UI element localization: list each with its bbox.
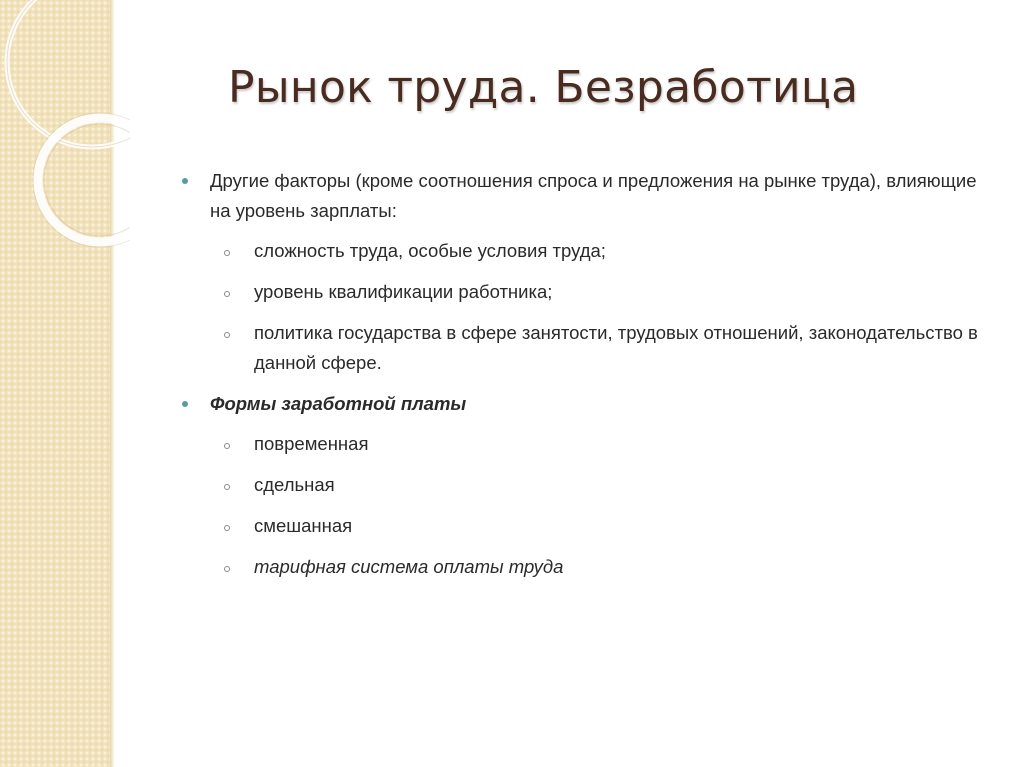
bullet-text: Другие факторы (кроме соотношения спроса и предложения на рынке труда), влияющие на уровень зарплаты: xyxy=(210,170,977,221)
sub-bullet-text: сдельная xyxy=(254,474,335,495)
sub-bullet-circle-icon xyxy=(224,291,230,297)
sub-bullet-item xyxy=(180,429,980,459)
sub-bullet-item xyxy=(180,277,980,307)
slide-content xyxy=(180,166,980,593)
sub-bullet-item xyxy=(180,511,980,541)
bullet-item xyxy=(180,389,980,419)
bullet-dot-icon xyxy=(182,178,188,184)
sub-bullet-circle-icon xyxy=(224,443,230,449)
sub-bullet-item xyxy=(180,318,980,378)
bullet-dot-icon xyxy=(182,401,188,407)
sub-bullet-text: смешанная xyxy=(254,515,353,536)
sub-bullet-text: тарифная система оплаты труда xyxy=(254,556,564,577)
sub-bullet-text: повременная xyxy=(254,433,369,454)
sub-bullet-text: политика государства в сфере занятости, трудовых отношений, законодательство в данной сфере. xyxy=(254,322,978,373)
slide-title: Рынок труда. Безработица xyxy=(228,62,859,113)
sub-bullet-text: уровень квалификации работника; xyxy=(254,281,553,302)
sub-bullet-circle-icon xyxy=(224,566,230,572)
sub-bullet-circle-icon xyxy=(224,484,230,490)
sub-bullet-text: сложность труда, особые условия труда; xyxy=(254,240,606,261)
sub-bullet-item xyxy=(180,236,980,266)
sub-bullet-item xyxy=(180,552,980,582)
sub-bullet-circle-icon xyxy=(224,332,230,338)
bullet-item xyxy=(180,166,980,226)
sub-bullet-circle-icon xyxy=(224,525,230,531)
decorative-rings-icon xyxy=(0,0,130,260)
bullet-text: Формы заработной платы xyxy=(210,393,467,414)
sub-bullet-circle-icon xyxy=(224,250,230,256)
sub-bullet-item xyxy=(180,470,980,500)
